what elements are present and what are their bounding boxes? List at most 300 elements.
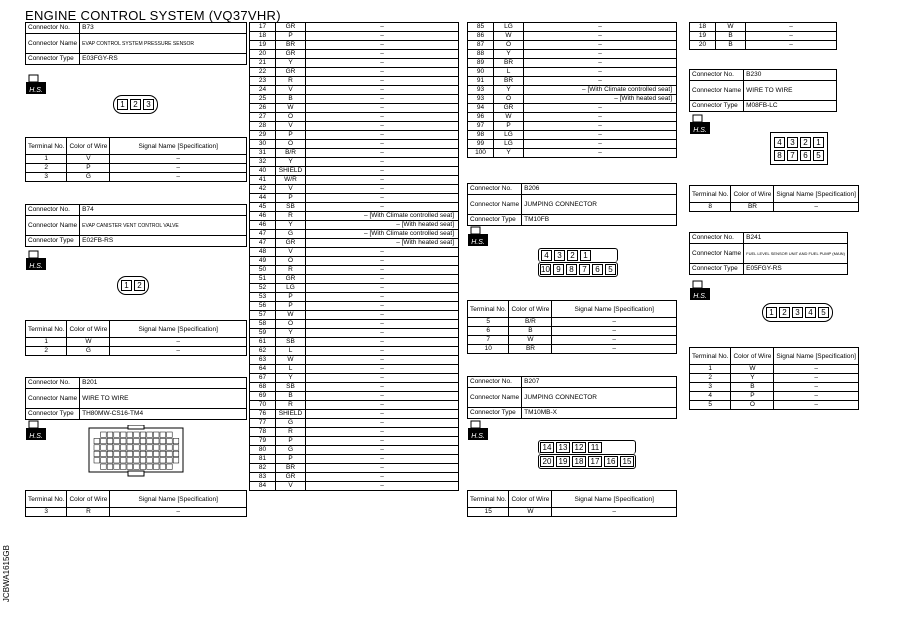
color-cell: B xyxy=(716,32,746,41)
color-cell: BR xyxy=(509,345,552,354)
terminal-cell: 2 xyxy=(690,374,731,383)
color-cell: G xyxy=(67,347,110,356)
terminal-cell: 5 xyxy=(468,318,509,327)
signal-cell: – xyxy=(306,302,459,311)
terminal-cell: 30 xyxy=(250,140,276,149)
color-cell: GR xyxy=(276,275,306,284)
signal-cell: – xyxy=(306,77,459,86)
terminal-cell: 78 xyxy=(250,428,276,437)
table-row xyxy=(250,446,459,455)
color-cell: W xyxy=(731,365,774,374)
signal-cell: – xyxy=(306,248,459,257)
terminal-cell: 100 xyxy=(468,149,494,158)
connector-cavity xyxy=(120,445,126,450)
terminal-cell: 6 xyxy=(468,327,509,336)
terminal-cell: 4 xyxy=(690,392,731,401)
connector-cavity xyxy=(114,451,120,456)
color-cell: GR xyxy=(276,239,306,248)
signal-cell: – xyxy=(110,173,247,182)
color-cell: L xyxy=(276,347,306,356)
color-cell: V xyxy=(276,482,306,491)
color-cell: W xyxy=(716,23,746,32)
color-cell: Y xyxy=(276,59,306,68)
signal-cell: – xyxy=(746,32,837,41)
terminal-cell: 79 xyxy=(250,437,276,446)
table-row xyxy=(250,194,459,203)
table-row xyxy=(690,374,859,383)
terminal-cell: 68 xyxy=(250,383,276,392)
color-cell: G xyxy=(276,230,306,239)
table-row xyxy=(690,392,859,401)
connector-cavity xyxy=(120,451,126,456)
table-row xyxy=(690,203,859,212)
svg-text:H.S.: H.S. xyxy=(29,263,43,270)
connector-cavity xyxy=(101,445,107,450)
connector-cavity xyxy=(101,458,107,463)
connector-pin: 1 xyxy=(121,280,132,291)
connector-cavity xyxy=(160,451,166,456)
signal-cell: – xyxy=(306,131,459,140)
table-row xyxy=(690,23,837,32)
signal-cell: – xyxy=(306,68,459,77)
signal-cell: – xyxy=(306,149,459,158)
color-cell: Y xyxy=(276,221,306,230)
table-row xyxy=(250,347,459,356)
signal-cell: – xyxy=(306,473,459,482)
b201-info-table: Connector No. B201 Connector Name WIRE TO WIRE Connector Type TH80MW-CS16-TM4 xyxy=(25,377,247,420)
b207-connector-diagram xyxy=(538,440,636,469)
table-row xyxy=(468,86,677,95)
svg-text:H.S.: H.S. xyxy=(471,239,485,246)
table-row xyxy=(26,508,247,517)
connector-cavity xyxy=(167,458,173,463)
table-row xyxy=(250,275,459,284)
color-cell: GR xyxy=(276,50,306,59)
terminal-cell: 49 xyxy=(250,257,276,266)
table-row xyxy=(690,41,837,50)
connector-pin: 18 xyxy=(572,456,586,467)
color-cell: O xyxy=(494,95,524,104)
connector-cavity xyxy=(140,464,146,469)
table-row xyxy=(250,131,459,140)
table-row xyxy=(250,428,459,437)
color-cell: O xyxy=(276,257,306,266)
signal-cell: – xyxy=(306,383,459,392)
color-cell: P xyxy=(276,293,306,302)
color-cell: B/R xyxy=(276,149,306,158)
connector-pin: 9 xyxy=(553,264,564,275)
terminal-cell: 8 xyxy=(690,203,731,212)
signal-cell: – xyxy=(524,140,677,149)
signal-cell: – xyxy=(306,203,459,212)
connector-cavity xyxy=(153,438,159,443)
connector-cavity xyxy=(94,451,100,456)
signal-cell: – xyxy=(306,59,459,68)
svg-text:H.S.: H.S. xyxy=(693,127,707,134)
connector-cavity xyxy=(153,432,159,437)
signal-cell: – xyxy=(774,365,859,374)
signal-cell: – xyxy=(524,50,677,59)
signal-cell: – xyxy=(306,464,459,473)
color-cell: V xyxy=(276,122,306,131)
table-row xyxy=(250,203,459,212)
color-cell: P xyxy=(276,302,306,311)
signal-cell: – xyxy=(552,336,677,345)
connector-pin: 4 xyxy=(541,250,552,261)
signal-cell: – xyxy=(524,23,677,32)
connector-cavity xyxy=(107,458,113,463)
connector-cavity xyxy=(167,432,173,437)
color-cell: LG xyxy=(494,23,524,32)
connector-cavity xyxy=(147,451,153,456)
b73-connector-diagram xyxy=(113,94,158,114)
table-row xyxy=(468,77,677,86)
signal-cell: – xyxy=(306,446,459,455)
connector-cavity xyxy=(120,464,126,469)
signal-cell: – xyxy=(552,327,677,336)
harness-side-icon xyxy=(468,420,488,440)
color-cell: BR xyxy=(494,77,524,86)
terminal-cell: 18 xyxy=(250,32,276,41)
color-cell: SB xyxy=(276,338,306,347)
signal-cell: – xyxy=(552,345,677,354)
color-cell: Y xyxy=(731,374,774,383)
signal-cell: – xyxy=(306,158,459,167)
connector-cavity xyxy=(153,458,159,463)
connector-cavity xyxy=(107,445,113,450)
signal-cell: – xyxy=(524,59,677,68)
color-cell: GR xyxy=(276,23,306,32)
terminal-cell: 58 xyxy=(250,320,276,329)
color-cell: P xyxy=(276,455,306,464)
signal-cell: – xyxy=(306,338,459,347)
connector-cavity xyxy=(147,464,153,469)
terminal-cell: 87 xyxy=(468,41,494,50)
table-row xyxy=(250,293,459,302)
connector-cavity xyxy=(173,445,179,450)
terminal-cell: 59 xyxy=(250,329,276,338)
b74-connector-diagram xyxy=(117,275,149,295)
table-row xyxy=(468,23,677,32)
signal-cell: – xyxy=(306,419,459,428)
b230-terminal-table: Terminal No. Color of Wire Signal Name [Specification] 8 BR – xyxy=(689,185,859,212)
terminal-cell: 67 xyxy=(250,374,276,383)
table-row xyxy=(250,86,459,95)
table-row xyxy=(468,336,677,345)
color-cell: SB xyxy=(276,383,306,392)
color-cell: SB xyxy=(276,203,306,212)
terminal-cell: 18 xyxy=(690,23,716,32)
signal-cell: – xyxy=(524,77,677,86)
document-code: JCBWA1615GB xyxy=(2,545,11,603)
color-cell: BR xyxy=(276,464,306,473)
terminal-cell: 3 xyxy=(26,173,67,182)
signal-cell: – xyxy=(306,374,459,383)
connector-pin: 13 xyxy=(556,442,570,453)
connector-pin: 2 xyxy=(779,307,790,318)
signal-cell: – [With Climate controlled seat] xyxy=(524,86,677,95)
signal-cell: – xyxy=(306,455,459,464)
table-row xyxy=(250,401,459,410)
terminal-cell: 21 xyxy=(250,59,276,68)
color-cell: W xyxy=(494,32,524,41)
terminal-cell: 26 xyxy=(250,104,276,113)
connector-pin: 15 xyxy=(620,456,634,467)
signal-cell: – xyxy=(110,164,247,173)
connector-cavity xyxy=(167,464,173,469)
table-row xyxy=(468,41,677,50)
terminal-cell: 81 xyxy=(250,455,276,464)
b201-continued-terminal-table-2 xyxy=(467,22,677,158)
signal-cell: – xyxy=(306,410,459,419)
connector-pin: 7 xyxy=(579,264,590,275)
connector-pin: 1 xyxy=(117,99,128,110)
signal-cell: – xyxy=(306,311,459,320)
signal-cell: – xyxy=(306,32,459,41)
connector-cavity xyxy=(94,438,100,443)
signal-cell: – xyxy=(306,320,459,329)
signal-cell: – [With Climate controlled seat] xyxy=(306,230,459,239)
connector-cavity xyxy=(173,458,179,463)
connector-cavity xyxy=(140,451,146,456)
terminal-cell: 76 xyxy=(250,410,276,419)
terminal-cell: 69 xyxy=(250,392,276,401)
terminal-cell: 10 xyxy=(468,345,509,354)
connector-pin: 8 xyxy=(566,264,577,275)
signal-cell: – xyxy=(110,338,247,347)
table-row xyxy=(250,473,459,482)
signal-cell: – xyxy=(306,482,459,491)
b206-info-table: Connector No. B206 Connector Name JUMPING CONNECTOR Connector Type TM10FB xyxy=(467,183,677,226)
table-row xyxy=(250,59,459,68)
table-row xyxy=(468,131,677,140)
signal-cell: – xyxy=(110,508,247,517)
signal-cell: – xyxy=(306,437,459,446)
color-cell: Y xyxy=(276,329,306,338)
connector-cavity xyxy=(167,438,173,443)
b230-connector-diagram xyxy=(770,132,828,165)
b74-info-table: Connector No. B74 Connector Name EVAP CANISTER VENT CONTROL VALVE Connector Type E02FB-RS xyxy=(25,204,247,247)
color-cell: P xyxy=(276,194,306,203)
connector-pin: 2 xyxy=(134,280,145,291)
table-row xyxy=(250,230,459,239)
connector-pin: 12 xyxy=(572,442,586,453)
table-row xyxy=(250,158,459,167)
color-cell: B/R xyxy=(509,318,552,327)
table-row xyxy=(690,383,859,392)
signal-cell: – xyxy=(306,266,459,275)
signal-cell: – xyxy=(774,374,859,383)
terminal-cell: 61 xyxy=(250,338,276,347)
terminal-cell: 41 xyxy=(250,176,276,185)
color-cell: R xyxy=(67,508,110,517)
connector-pin: 3 xyxy=(787,137,798,148)
terminal-cell: 40 xyxy=(250,167,276,176)
b73-info-table: Connector No. B73 Connector Name EVAP CONTROL SYSTEM PRESSURE SENSOR Connector Type E03FGY-RS xyxy=(25,22,247,65)
color-cell: B xyxy=(276,392,306,401)
signal-cell: – xyxy=(306,392,459,401)
connector-cavity xyxy=(140,445,146,450)
color-cell: R xyxy=(276,266,306,275)
color-cell: W xyxy=(276,311,306,320)
color-cell: W xyxy=(509,336,552,345)
signal-cell: – xyxy=(306,284,459,293)
table-row xyxy=(26,155,247,164)
color-cell: GR xyxy=(276,473,306,482)
terminal-cell: 46 xyxy=(250,212,276,221)
color-cell: R xyxy=(276,212,306,221)
b241-info-table: Connector No. B241 Connector Name FUEL LEVEL SENSOR UNIT AND FUEL PUMP (MAIN) Connector Type E05FGY-RS xyxy=(689,232,848,275)
signal-cell: – xyxy=(524,104,677,113)
signal-cell: – xyxy=(306,113,459,122)
color-cell: W xyxy=(509,508,552,517)
terminal-cell: 64 xyxy=(250,365,276,374)
table-row xyxy=(26,173,247,182)
connector-cavity xyxy=(114,458,120,463)
terminal-cell: 90 xyxy=(468,68,494,77)
signal-cell: – xyxy=(524,68,677,77)
signal-cell: – xyxy=(746,23,837,32)
b241-terminal-table: Terminal No. Color of Wire Signal Name [Specification] 1 W – 2 Y – 3 B – 4 P – 5 O – xyxy=(689,347,859,410)
terminal-cell: 47 xyxy=(250,239,276,248)
terminal-cell: 97 xyxy=(468,122,494,131)
harness-side-icon xyxy=(468,226,488,246)
page-title: ENGINE CONTROL SYSTEM (VQ37VHR) xyxy=(25,8,281,23)
table-row xyxy=(250,23,459,32)
table-row xyxy=(250,410,459,419)
table-row xyxy=(250,239,459,248)
harness-side-icon xyxy=(26,250,46,270)
signal-cell: – xyxy=(306,194,459,203)
connector-pin: 3 xyxy=(143,99,154,110)
signal-cell: – xyxy=(306,185,459,194)
terminal-cell: 82 xyxy=(250,464,276,473)
table-row xyxy=(250,356,459,365)
terminal-cell: 93 xyxy=(468,86,494,95)
signal-cell: – xyxy=(524,41,677,50)
connector-cavity xyxy=(147,432,153,437)
table-row xyxy=(250,284,459,293)
connector-pin: 1 xyxy=(813,137,824,148)
color-cell: LG xyxy=(494,131,524,140)
table-row xyxy=(250,176,459,185)
terminal-cell: 94 xyxy=(468,104,494,113)
b230-info-table: Connector No. B230 Connector Name WIRE TO WIRE Connector Type M08FB-LC xyxy=(689,69,837,112)
terminal-cell: 53 xyxy=(250,293,276,302)
signal-cell: – xyxy=(774,401,859,410)
terminal-cell: 96 xyxy=(468,113,494,122)
connector-cavity xyxy=(167,445,173,450)
table-row xyxy=(250,41,459,50)
signal-cell: – xyxy=(306,176,459,185)
terminal-cell: 31 xyxy=(250,149,276,158)
terminal-cell: 46 xyxy=(250,221,276,230)
terminal-cell: 27 xyxy=(250,113,276,122)
table-row xyxy=(468,149,677,158)
table-row xyxy=(250,374,459,383)
color-cell: R xyxy=(276,401,306,410)
table-row xyxy=(250,311,459,320)
terminal-cell: 20 xyxy=(250,50,276,59)
signal-cell: – xyxy=(306,329,459,338)
color-cell: Y xyxy=(276,374,306,383)
table-row xyxy=(250,437,459,446)
table-row xyxy=(690,365,859,374)
terminal-cell: 56 xyxy=(250,302,276,311)
signal-cell: – xyxy=(110,347,247,356)
connector-cavity xyxy=(127,432,133,437)
table-row xyxy=(26,338,247,347)
color-cell: W xyxy=(67,338,110,347)
terminal-cell: 7 xyxy=(468,336,509,345)
color-cell: BR xyxy=(731,203,774,212)
connector-pin: 2 xyxy=(130,99,141,110)
svg-text:H.S.: H.S. xyxy=(29,87,43,94)
table-row xyxy=(250,221,459,230)
connector-pin: 1 xyxy=(766,307,777,318)
table-row xyxy=(250,140,459,149)
color-cell: B xyxy=(731,383,774,392)
terminal-cell: 1 xyxy=(690,365,731,374)
signal-cell: – xyxy=(306,347,459,356)
terminal-cell: 45 xyxy=(250,203,276,212)
connector-pin: 2 xyxy=(567,250,578,261)
b241-connector-diagram xyxy=(762,302,833,322)
connector-cavity xyxy=(147,438,153,443)
color-cell: V xyxy=(276,86,306,95)
connector-cavity xyxy=(107,438,113,443)
terminal-cell: 51 xyxy=(250,275,276,284)
terminal-cell: 57 xyxy=(250,311,276,320)
terminal-cell: 25 xyxy=(250,95,276,104)
signal-cell: – xyxy=(306,293,459,302)
connector-cavity xyxy=(101,464,107,469)
connector-cavity xyxy=(114,445,120,450)
terminal-cell: 93 xyxy=(468,95,494,104)
table-row xyxy=(250,122,459,131)
connector-pin: 3 xyxy=(792,307,803,318)
color-cell: GR xyxy=(276,68,306,77)
color-cell: V xyxy=(67,155,110,164)
connector-cavity xyxy=(127,464,133,469)
color-cell: SHIELD xyxy=(276,410,306,419)
connector-cavity xyxy=(173,451,179,456)
harness-side-icon xyxy=(26,74,46,94)
signal-cell: – xyxy=(306,41,459,50)
color-cell: LG xyxy=(494,140,524,149)
b201-continued-terminal-table xyxy=(249,22,459,491)
connector-cavity xyxy=(173,438,179,443)
connector-cavity xyxy=(153,445,159,450)
connector-pin: 10 xyxy=(541,265,550,274)
harness-side-icon xyxy=(690,280,710,300)
b201-connector-diagram xyxy=(88,425,184,477)
connector-pin: 6 xyxy=(592,264,603,275)
connector-cavity xyxy=(160,438,166,443)
table-row xyxy=(468,68,677,77)
color-cell: V xyxy=(276,185,306,194)
color-cell: R xyxy=(276,428,306,437)
signal-cell: – xyxy=(306,104,459,113)
connector-cavity xyxy=(107,451,113,456)
svg-text:H.S.: H.S. xyxy=(693,293,707,300)
terminal-cell: 63 xyxy=(250,356,276,365)
signal-cell: – xyxy=(306,122,459,131)
table-row xyxy=(468,59,677,68)
color-cell: W xyxy=(276,104,306,113)
table-row xyxy=(250,266,459,275)
color-cell: P xyxy=(494,122,524,131)
